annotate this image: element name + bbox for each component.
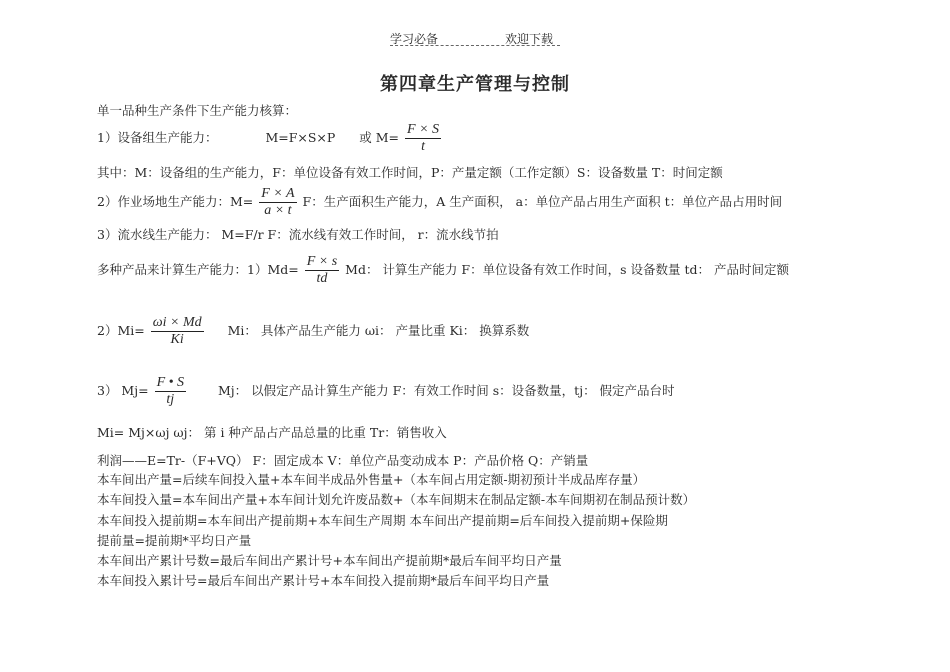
lead-time-line: 本车间投入提前期=本车间出产提前期+本车间生产周期 本车间出产提前期=后车间投入提前期+保险期: [97, 513, 668, 528]
cumulative-input-line: 本车间投入累计号=最后车间出产累计号+本车间投入提前期*最后车间平均日产量: [97, 573, 550, 588]
eq2-fraction: [259, 186, 296, 219]
mj-denominator: tj: [166, 392, 175, 407]
eq1-fraction: [405, 122, 441, 155]
mj-label: 3） Mj=: [97, 383, 149, 398]
header-divider: [390, 45, 560, 46]
equation-1: [97, 122, 443, 155]
eq2-note: F：生产面积生产能力，A 生产面积， a：单位产品占用生产面积 t：单位产品占用时间: [302, 194, 783, 209]
page-title: 第四章生产管理与控制: [380, 74, 570, 95]
mi-fraction: [151, 315, 204, 348]
eq2-denominator: a × t: [264, 203, 292, 218]
multi-note: Md： 计算生产能力 F：单位设备有效工作时间，s 设备数量 td： 产品时间定额: [345, 262, 789, 277]
header-left: 学习必备: [390, 32, 439, 46]
mi-denominator: Ki: [170, 332, 184, 347]
eq2-numerator: F × A: [261, 186, 295, 201]
eq1-formula: M=F×S×P: [265, 130, 336, 145]
equation-2: [97, 186, 782, 219]
multi-fraction: [305, 254, 339, 287]
mi-equation: [97, 315, 529, 348]
mi-numerator: ωi × Md: [152, 315, 202, 330]
multi-product-equation: [97, 254, 789, 287]
eq1-or: 或 M=: [359, 130, 400, 145]
profit-line: 利润——E=Tr-（F+VQ） F：固定成本 V：单位产品变动成本 P：产品价格 Q：产销量: [97, 453, 589, 468]
mj-note: Mj： 以假定产品计算生产能力 F：有效工作时间 s：设备数量，tj： 假定产品台时: [217, 383, 675, 398]
mi-label: 2）Mi=: [97, 323, 145, 338]
output-quantity-line: 本车间出产量=后续车间投入量+本车间半成品外售量+（本车间占用定额-期初预计半成品库存量）: [97, 472, 646, 487]
lead-quantity-line: 提前量=提前期*平均日产量: [97, 533, 252, 548]
equation-3: 3）流水线生产能力： M=F/r F：流水线有效工作时间， r：流水线节拍: [97, 227, 499, 242]
mj-fraction: [155, 375, 186, 408]
cumulative-output-line: 本车间出产累计号数=最后车间出产累计号+本车间出产提前期*最后车间平均日产量: [97, 553, 562, 568]
multi-numerator: F × s: [306, 254, 338, 269]
multi-denominator: td: [316, 271, 328, 286]
header-right: 欢迎下载: [505, 32, 554, 46]
eq1-label: 1）设备组生产能力：: [97, 130, 218, 145]
eq1-denominator: t: [421, 139, 425, 154]
eq1-note: 其中：M：设备组的生产能力，F：单位设备有效工作时间，P：产量定额（工作定额）S：设备数量 T：时间定额: [97, 165, 723, 180]
mi-total-line: Mi= Mj×ωj ωj： 第 i 种产品占产品总量的比重 Tr：销售收入: [97, 425, 447, 440]
input-quantity-line: 本车间投入量=本车间出产量+本车间计划允许废品数+（本车间期末在制品定额-本车间期初在制品预计数）: [97, 492, 696, 507]
single-intro: 单一品种生产条件下生产能力核算：: [97, 103, 298, 118]
mj-equation: [97, 375, 675, 408]
mi-note: Mi： 具体产品生产能力 ωi： 产量比重 Ki： 换算系数: [227, 323, 530, 338]
mj-numerator: F • S: [156, 375, 185, 390]
eq1-numerator: F × S: [407, 122, 440, 137]
multi-label: 多种产品来计算生产能力：1）Md=: [97, 262, 299, 277]
eq2-label: 2）作业场地生产能力：M=: [97, 194, 254, 209]
